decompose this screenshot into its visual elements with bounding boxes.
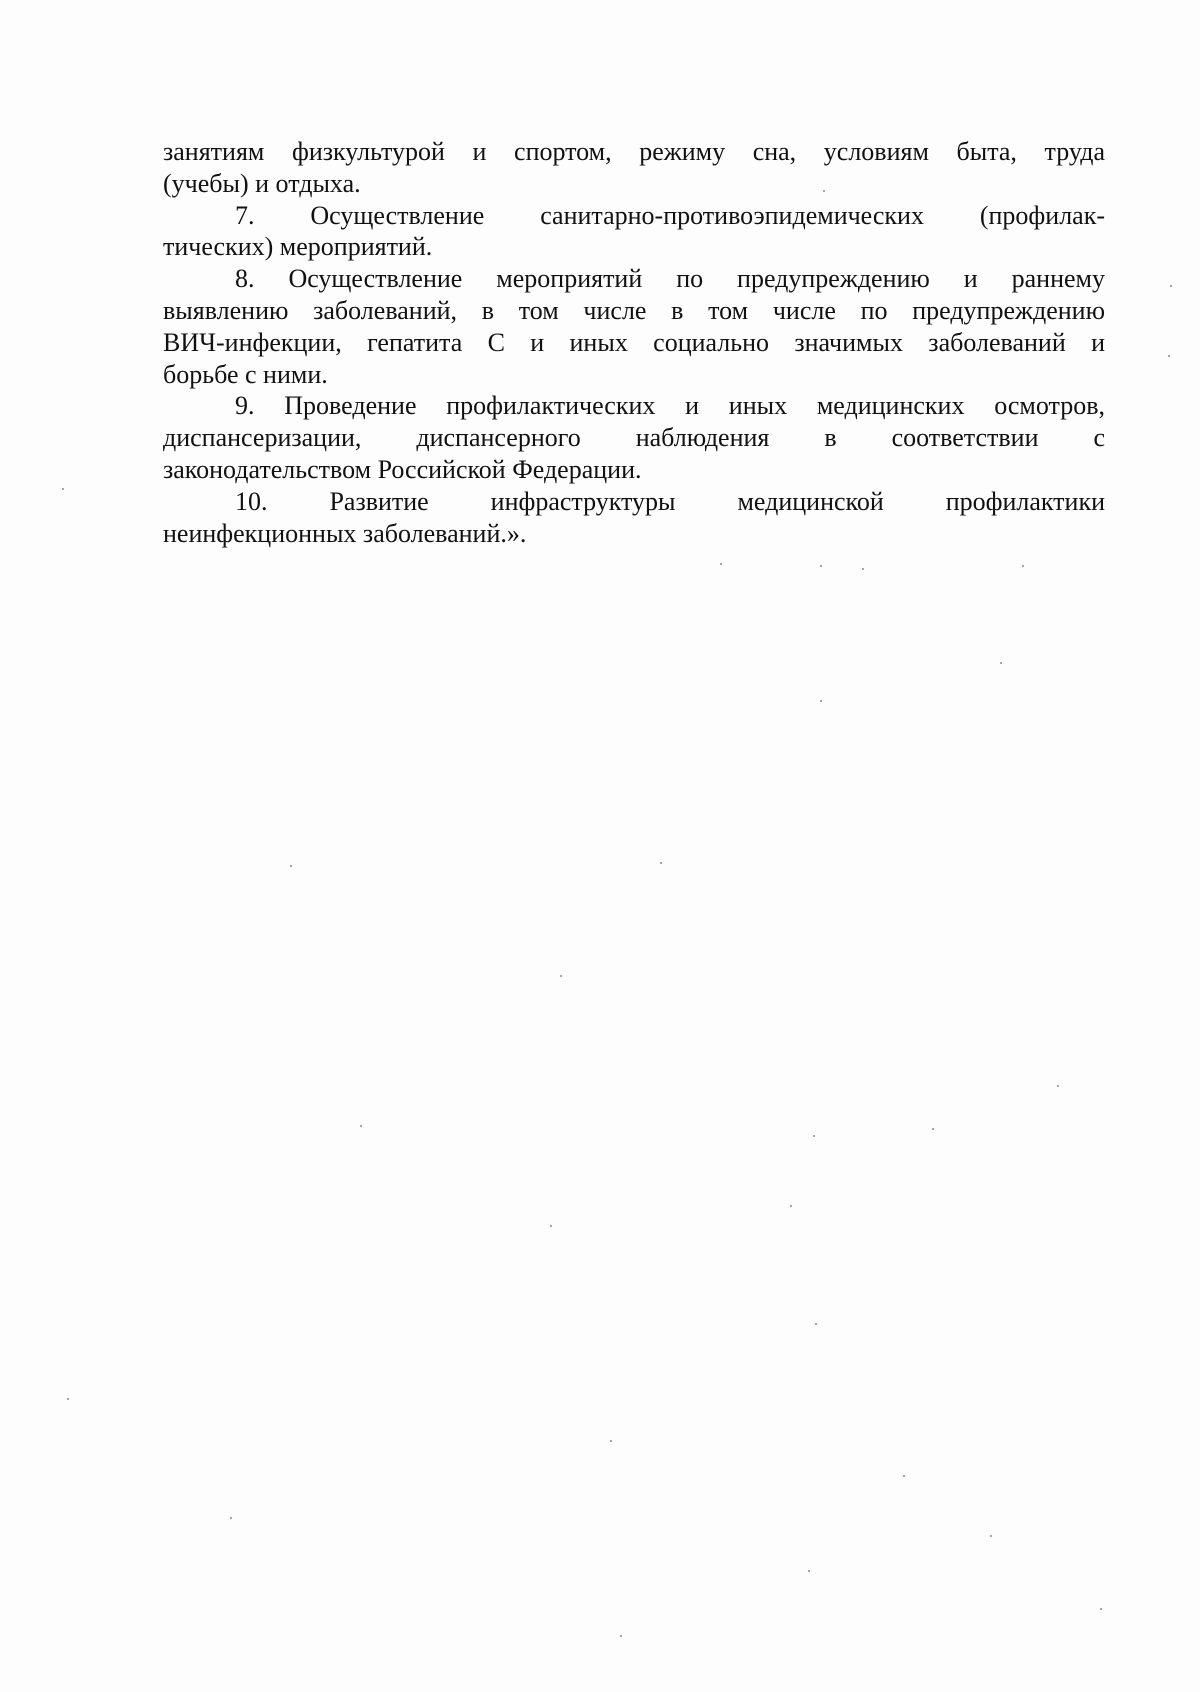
scan-speck [932, 1128, 934, 1130]
scan-speck [1022, 565, 1024, 567]
scan-speck [550, 1225, 552, 1227]
text-line: 9. Проведение профилактических и иных медицинских осмотров, [235, 391, 1105, 421]
scan-speck [1100, 1608, 1102, 1610]
scan-speck [820, 700, 822, 702]
text-line: 10. Развитие инфраструктуры медицинской профилактики [235, 486, 1105, 516]
text-line: выявлению заболеваний, в том числе в том числе по предупреждению [163, 295, 1105, 325]
scan-speck [62, 488, 64, 490]
scan-speck [720, 563, 722, 565]
text-line: неинфекционных заболеваний.». [163, 518, 527, 548]
scan-speck [1168, 355, 1170, 357]
scan-speck [620, 1635, 622, 1637]
scan-speck [862, 568, 864, 570]
text-line: законодательством Российской Федерации. [163, 454, 642, 484]
scan-speck [823, 190, 825, 192]
scan-speck [660, 862, 662, 864]
scan-speck [290, 865, 292, 867]
paragraph-item-8 [163, 263, 1105, 390]
text-line: 7. Осуществление санитарно-противоэпидемических (профилак- [235, 200, 1105, 230]
scan-speck [990, 1535, 992, 1537]
text-line: борьбе с ними. [163, 359, 328, 389]
scan-speck [790, 1205, 792, 1207]
scan-speck [230, 1517, 232, 1519]
scan-speck [1170, 285, 1172, 287]
text-line: ВИЧ-инфекции, гепатита С и иных социально значимых заболеваний и [163, 327, 1105, 357]
text-line: 8. Осуществление мероприятий по предупреждению и раннему [235, 264, 1105, 294]
scan-speck [815, 1323, 817, 1325]
scan-speck [67, 1398, 69, 1400]
scan-speck [903, 1475, 905, 1477]
text-line: занятиям физкультурой и спортом, режиму сна, условиям быта, труда [163, 137, 1105, 166]
scan-speck [1000, 662, 1002, 664]
scan-speck [610, 1440, 612, 1442]
scan-speck [1057, 1085, 1059, 1087]
paragraph-item-9 [163, 390, 1105, 485]
scan-speck [820, 565, 822, 567]
scan-speck [808, 1570, 810, 1572]
scan-speck [813, 1135, 815, 1137]
scan-speck [560, 975, 562, 977]
document-body [163, 136, 1105, 549]
text-line: (учебы) и отдыха. [163, 168, 361, 198]
paragraph-item-7 [163, 200, 1105, 264]
paragraph-item-10 [163, 486, 1105, 550]
paragraph-intro [163, 136, 1105, 200]
scan-speck [360, 1125, 362, 1127]
text-line: тических) мероприятий. [163, 232, 433, 262]
text-line: диспансеризации, диспансерного наблюдения в соответствии с [163, 423, 1105, 453]
